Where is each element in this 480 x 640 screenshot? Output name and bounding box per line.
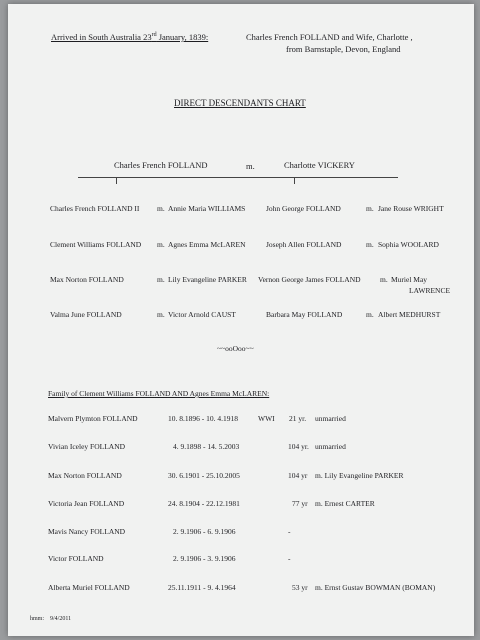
child-status: m. Ernst Gustav BOWMAN (BOMAN) xyxy=(315,583,436,592)
child-age: - xyxy=(288,554,291,563)
descendant-right-name: John George FOLLAND xyxy=(266,204,341,213)
child-name: Malvern Plymton FOLLAND xyxy=(48,414,138,423)
descendant-right-spouse: Sophia WOOLARD xyxy=(378,240,439,249)
descendant-right-m: m. xyxy=(366,240,374,249)
child-status: m. Ernest CARTER xyxy=(315,499,375,508)
descendant-right-m: m. xyxy=(366,310,374,319)
child-dates: 4. 9.1898 - 14. 5.2003 xyxy=(173,442,240,451)
child-name: Victor FOLLAND xyxy=(48,554,104,563)
document-page xyxy=(8,4,474,636)
couple-line-1: Charles French FOLLAND and Wife, Charlotte , xyxy=(246,32,413,42)
tree-tick-left xyxy=(116,178,117,184)
separator-ornament: ~~ooOoo~~ xyxy=(217,344,254,353)
child-name: Alberta Muriel FOLLAND xyxy=(48,583,130,592)
descendant-right-name: Vernon George James FOLLAND xyxy=(258,275,361,284)
family-heading: Family of Clement Williams FOLLAND AND Agnes Emma McLAREN: xyxy=(48,389,270,398)
child-dates: 2. 9.1906 - 6. 9.1906 xyxy=(173,527,236,536)
child-dates: 24. 8.1904 - 22.12.1981 xyxy=(168,499,240,508)
descendant-left-m: m. xyxy=(157,275,165,284)
child-name: Mavis Nancy FOLLAND xyxy=(48,527,126,536)
descendant-left-spouse: Lily Evangeline PARKER xyxy=(168,275,247,284)
descendant-left-name: Max Norton FOLLAND xyxy=(50,275,124,284)
child-age: 104 yr xyxy=(288,471,308,480)
child-dates: 10. 8.1896 - 10. 4.1918 xyxy=(168,414,238,423)
child-age: 77 yr xyxy=(292,499,308,508)
footer-initials: hmm: xyxy=(30,616,45,622)
descendant-right-name: Joseph Allen FOLLAND xyxy=(266,240,342,249)
descendant-left-m: m. xyxy=(157,310,165,319)
child-note: WWI xyxy=(258,414,275,423)
child-name: Victoria Jean FOLLAND xyxy=(48,499,125,508)
child-age: 104 yr. xyxy=(288,442,309,451)
descendant-left-spouse: Annie Maria WILLIAMS xyxy=(168,204,246,213)
child-status: unmarried xyxy=(315,414,346,423)
footer-date: 9/4/2011 xyxy=(50,616,72,622)
descendant-left-name: Valma June FOLLAND xyxy=(50,310,122,319)
child-dates: 30. 6.1901 - 25.10.2005 xyxy=(168,471,240,480)
couple-line-2: from Barnstaple, Devon, England xyxy=(286,44,401,54)
child-age: 53 yr xyxy=(292,583,308,592)
descendant-left-spouse: Agnes Emma McLAREN xyxy=(168,240,246,249)
descendant-left-m: m. xyxy=(157,240,165,249)
descendant-left-name: Clement Williams FOLLAND xyxy=(50,240,142,249)
child-name: Max Norton FOLLAND xyxy=(48,471,122,480)
root-husband: Charles French FOLLAND xyxy=(114,160,208,170)
child-age: - xyxy=(288,527,291,536)
root-marriage-m: m. xyxy=(246,161,255,171)
descendant-right-spouse: Jane Rouse WRIGHT xyxy=(378,204,444,213)
descendant-right-spouse: Muriel May xyxy=(391,275,428,284)
child-status: m. Lily Evangeline PARKER xyxy=(315,471,404,480)
arrival-line: Arrived in South Australia 23rd January, 1839: xyxy=(51,32,209,42)
chart-title: DIRECT DESCENDANTS CHART xyxy=(174,98,306,108)
descendant-left-m: m. xyxy=(157,204,165,213)
descendant-left-name: Charles French FOLLAND II xyxy=(50,204,140,213)
descendant-right-spouse: Albert MEDHURST xyxy=(378,310,441,319)
descendant-right-m: m. xyxy=(366,204,374,213)
descendant-right-m: m. xyxy=(380,275,388,284)
family-tree-line xyxy=(78,177,398,178)
child-status: unmarried xyxy=(315,442,346,451)
root-wife: Charlotte VICKERY xyxy=(284,160,355,170)
tree-tick-right xyxy=(294,178,295,184)
descendant-right-spouse-cont: LAWRENCE xyxy=(409,286,451,295)
descendant-left-spouse: Victor Arnold CAUST xyxy=(168,310,236,319)
child-name: Vivian Iceley FOLLAND xyxy=(48,442,126,451)
child-age: 21 yr. xyxy=(289,414,307,423)
child-dates: 2. 9.1906 - 3. 9.1906 xyxy=(173,554,236,563)
child-dates: 25.11.1911 - 9. 4.1964 xyxy=(168,583,236,592)
descendant-right-name: Barbara May FOLLAND xyxy=(266,310,343,319)
